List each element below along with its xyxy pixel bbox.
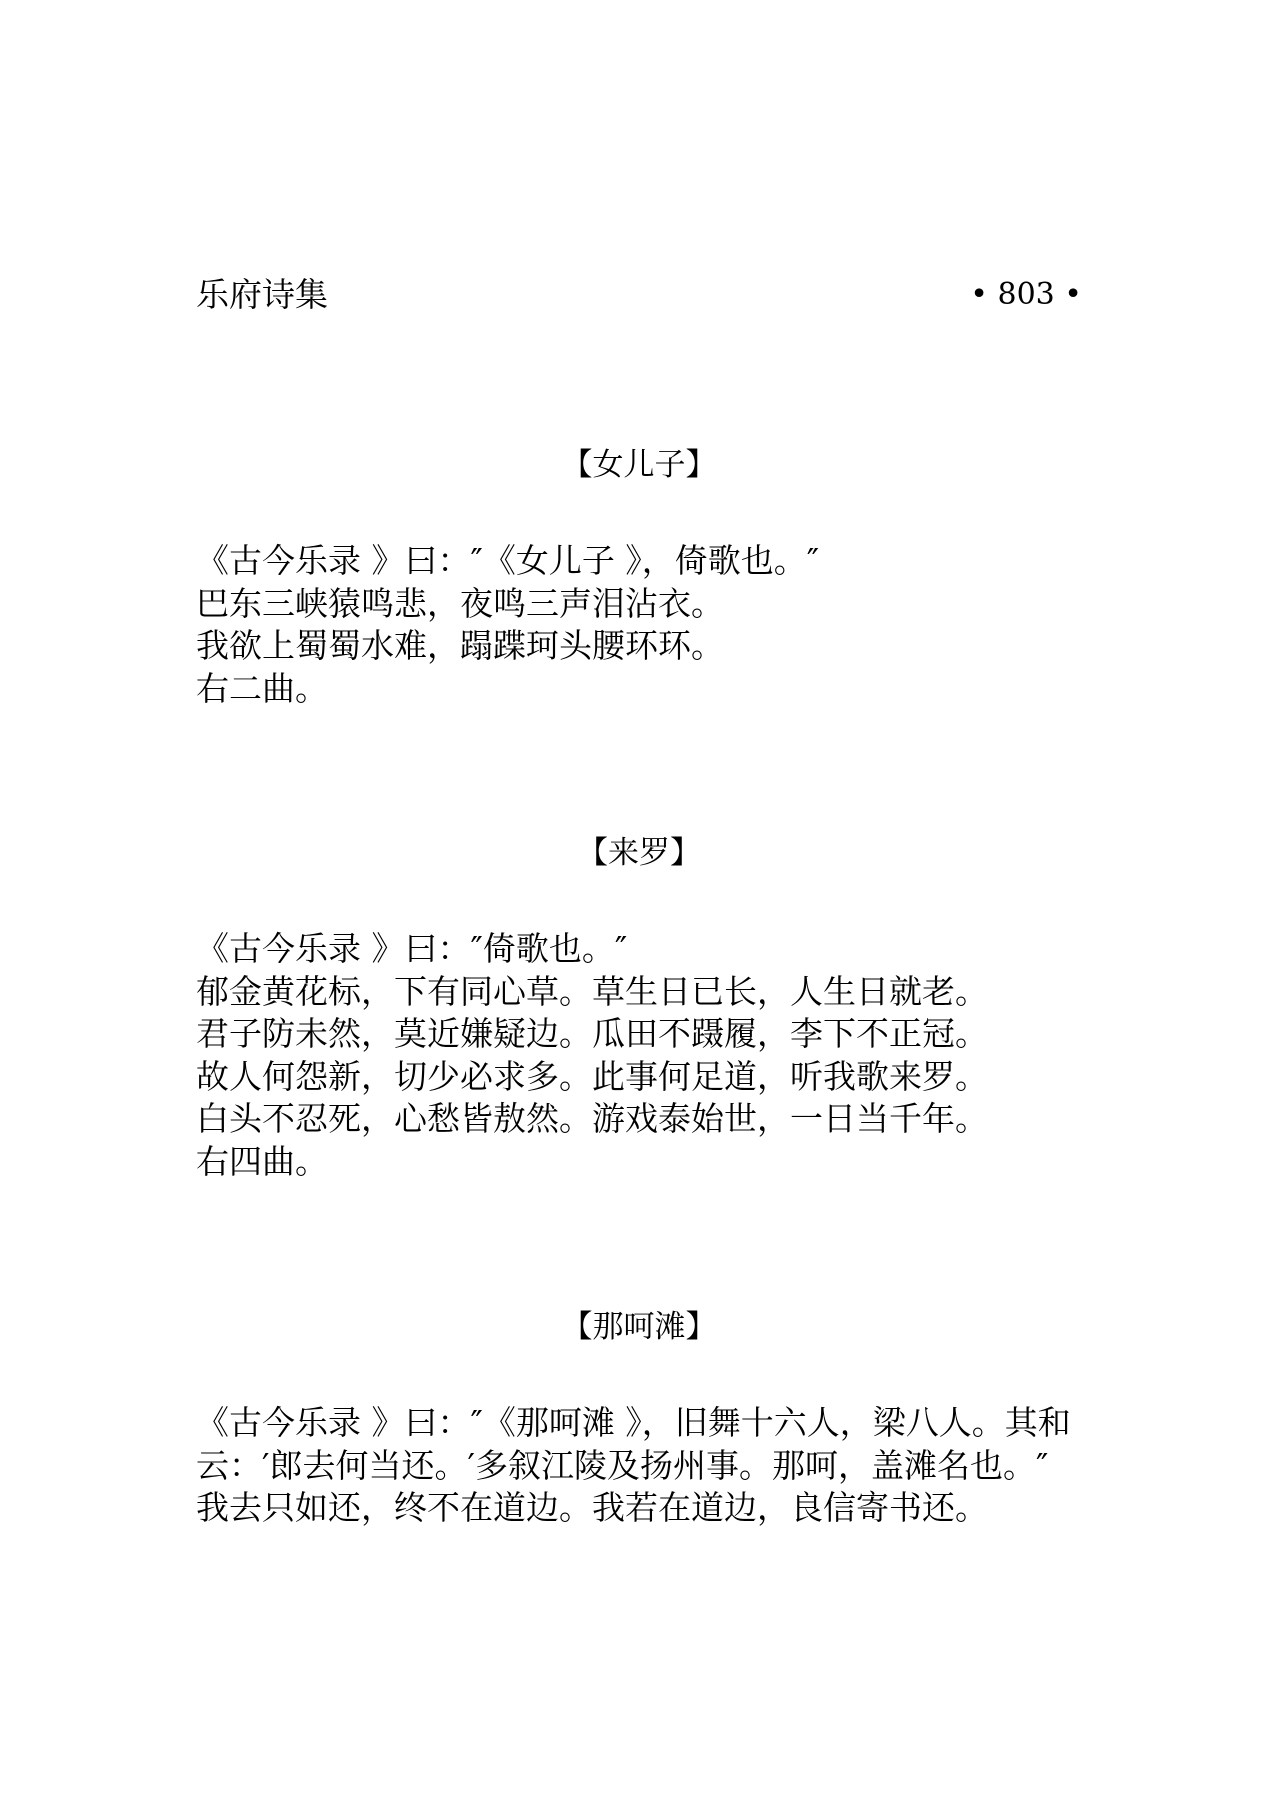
text-line: 云：′郎去何当还。′多叙江陵及扬州事。那呵，盖滩名也。″ xyxy=(196,1445,1049,1485)
poem-section-nuerzi xyxy=(196,444,1096,710)
text-line: 故人何怨新，切少必求多。此事何足道，听我歌来罗。 xyxy=(196,1056,988,1096)
page-header xyxy=(196,272,1082,318)
text-line: 白头不忍死，心愁皆敖然。游戏泰始世，一日当千年。 xyxy=(196,1099,988,1138)
text-line: 郁金黄花标，下有同心草。草生日已长，人生日就老。 xyxy=(196,971,988,1011)
section-body xyxy=(196,1402,1096,1530)
page-number: • 803 • xyxy=(970,277,1082,312)
book-title: 乐府诗集 xyxy=(196,275,328,314)
text-line: 右二曲。 xyxy=(196,668,328,708)
section-body xyxy=(196,928,1096,1183)
section-body xyxy=(196,540,1096,710)
text-line: 我去只如还，终不在道边。我若在道边，良信寄书还。 xyxy=(196,1488,988,1527)
text-line: 巴东三峡猿鸣悲，夜鸣三声泪沾衣。 xyxy=(196,583,724,623)
text-line: 《古今乐录 》曰：″《女儿子 》，倚歌也。″ xyxy=(196,541,820,580)
text-line: 君子防未然，莫近嫌疑边。瓜田不蹑履，李下不正冠。 xyxy=(196,1014,988,1053)
poem-section-nahetan xyxy=(196,1306,1096,1530)
text-line: 右四曲。 xyxy=(196,1141,328,1181)
section-title: 【女儿子】 xyxy=(561,447,717,483)
text-line: 《古今乐录 》曰：″《那呵滩 》，旧舞十六人，梁八人。其和 xyxy=(196,1403,1071,1442)
poem-section-lailuo xyxy=(196,832,1096,1183)
section-title: 【来罗】 xyxy=(577,835,701,871)
text-line: 《古今乐录 》曰：″倚歌也。″ xyxy=(196,929,628,968)
section-title: 【那呵滩】 xyxy=(561,1309,717,1345)
text-line: 我欲上蜀蜀水难，蹋蹀珂头腰环环。 xyxy=(196,626,724,665)
